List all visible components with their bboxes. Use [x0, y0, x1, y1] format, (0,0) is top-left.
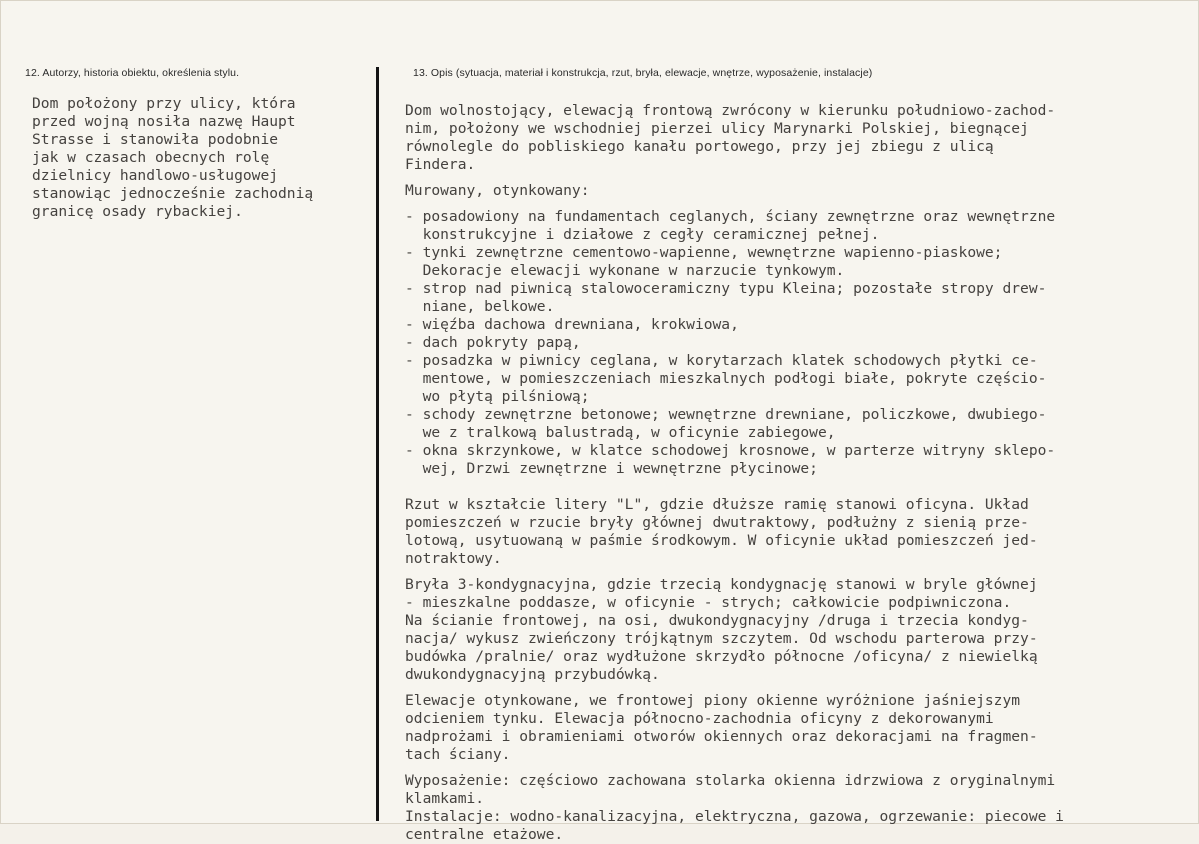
material-line: - schody zewnętrzne betonowe; wewnętrzne drewniane, policzkowe, dwubiego-: [405, 406, 1047, 423]
equipment-line: Wyposażenie: częściowo zachowana stolarka okienna idrzwiowa z oryginalnymi: [405, 772, 1056, 789]
intro-line: Findera.: [405, 156, 476, 173]
material-line: - dach pokryty papą,: [405, 334, 581, 351]
intro-line: nim, położony we wschodniej pierzei ulicy Marynarki Polskiej, biegnącej: [405, 120, 1029, 137]
plan-line: notraktowy.: [405, 550, 502, 567]
material-line: wej, Drzwi zewnętrzne i wewnętrzne płycinowe;: [405, 460, 818, 477]
elevation-paragraph: [405, 692, 1185, 764]
material-heading: Murowany, otynkowany:: [405, 182, 590, 199]
elevation-line: nadprożami i obramieniami otworów okiennych oraz dekoracjami na fragmen-: [405, 728, 1038, 745]
material-line: - posadzka w piwnicy ceglana, w korytarzach klatek schodowych płytki ce-: [405, 352, 1038, 369]
material-line: we z tralkową balustradą, w oficynie zabiegowe,: [405, 424, 836, 441]
massing-line: - mieszkalne poddasze, w oficynie - strych; całkowicie podpiwniczona.: [405, 594, 1012, 611]
material-line: wo płytą pilśniową;: [405, 388, 590, 405]
material-line: - posadowiony na fundamentach ceglanych, ściany zewnętrzne oraz wewnętrzne: [405, 208, 1056, 225]
massing-line: dwukondygnacyjną przybudówką.: [405, 666, 660, 683]
intro-paragraph: [405, 102, 1185, 174]
equipment-line: klamkami.: [405, 790, 485, 807]
material-list: [405, 208, 1185, 478]
elevation-line: tach ściany.: [405, 746, 511, 763]
history-line: Dom położony przy ulicy, która: [32, 95, 296, 112]
history-line: stanowiąc jednocześnie zachodnią: [32, 185, 314, 202]
equipment-line: Instalacje: wodno-kanalizacyjna, elektryczna, gazowa, ogrzewanie: piecowe i: [405, 808, 1064, 825]
plan-line: pomieszczeń w rzucie bryły głównej dwutraktowy, podłużny z sienią prze-: [405, 514, 1029, 531]
equipment-line: centralne etażowe.: [405, 826, 564, 843]
history-line: dzielnicy handlowo-usługowej: [32, 167, 279, 184]
description-text: [405, 102, 1185, 844]
history-text: [32, 95, 372, 221]
material-line: - tynki zewnętrzne cementowo-wapienne, wewnętrzne wapienno-piaskowe;: [405, 244, 1003, 261]
column-divider: [376, 67, 379, 821]
intro-line: równolegle do pobliskiego kanału portowego, przy jej zbiegu z ulicą: [405, 138, 994, 155]
intro-line: Dom wolnostojący, elewacją frontową zwrócony w kierunku południowo-zachod-: [405, 102, 1056, 119]
massing-line: budówka /pralnie/ oraz wydłużone skrzydło północne /oficyna/ z niewielką: [405, 648, 1038, 665]
elevation-line: odcieniem tynku. Elewacja północno-zachodnia oficyny z dekorowanymi: [405, 710, 994, 727]
elevation-line: Elewacje otynkowane, we frontowej piony okienne wyróżnione jaśniejszym: [405, 692, 1021, 709]
material-line: - więźba dachowa drewniana, krokwiowa,: [405, 316, 739, 333]
material-line: Dekoracje elewacji wykonane w narzucie tynkowym.: [405, 262, 845, 279]
history-line: jak w czasach obecnych rolę: [32, 149, 270, 166]
plan-paragraph: [405, 496, 1185, 568]
section-12-header: 12. Autorzy, historia obiektu, określenia stylu.: [25, 67, 240, 79]
material-line: mentowe, w pomieszczeniach mieszkalnych podłogi białe, pokryte częścio-: [405, 370, 1047, 387]
plan-line: lotową, usytuowaną w paśmie środkowym. W oficynie układ pomieszczeń jed-: [405, 532, 1038, 549]
massing-line: nacja/ wykusz zwieńczony trójkątnym szczytem. Od wschodu parterowa przy-: [405, 630, 1038, 647]
section-13-header: 13. Opis (sytuacja, materiał i konstrukcja, rzut, bryła, elewacje, wnętrze, wyposażenie, instalacje): [413, 67, 873, 79]
history-line: Strasse i stanowiła podobnie: [32, 131, 279, 148]
history-line: granicę osady rybackiej.: [32, 203, 243, 220]
material-line: konstrukcyjne i działowe z cegły ceramicznej pełnej.: [405, 226, 880, 243]
material-line: - okna skrzynkowe, w klatce schodowej krosnowe, w parterze witryny sklepo-: [405, 442, 1056, 459]
massing-line: Bryła 3-kondygnacyjna, gdzie trzecią kondygnację stanowi w bryle głównej: [405, 576, 1038, 593]
history-line: przed wojną nosiła nazwę Haupt: [32, 113, 296, 130]
plan-line: Rzut w kształcie litery "L", gdzie dłuższe ramię stanowi oficyna. Układ: [405, 496, 1029, 513]
equipment-paragraph: [405, 772, 1185, 844]
material-line: niane, belkowe.: [405, 298, 555, 315]
massing-line: Na ścianie frontowej, na osi, dwukondygnacyjny /druga i trzecia kondyg-: [405, 612, 1029, 629]
material-line: - strop nad piwnicą stalowoceramiczny typu Kleina; pozostałe stropy drew-: [405, 280, 1047, 297]
massing-paragraph: [405, 576, 1185, 684]
